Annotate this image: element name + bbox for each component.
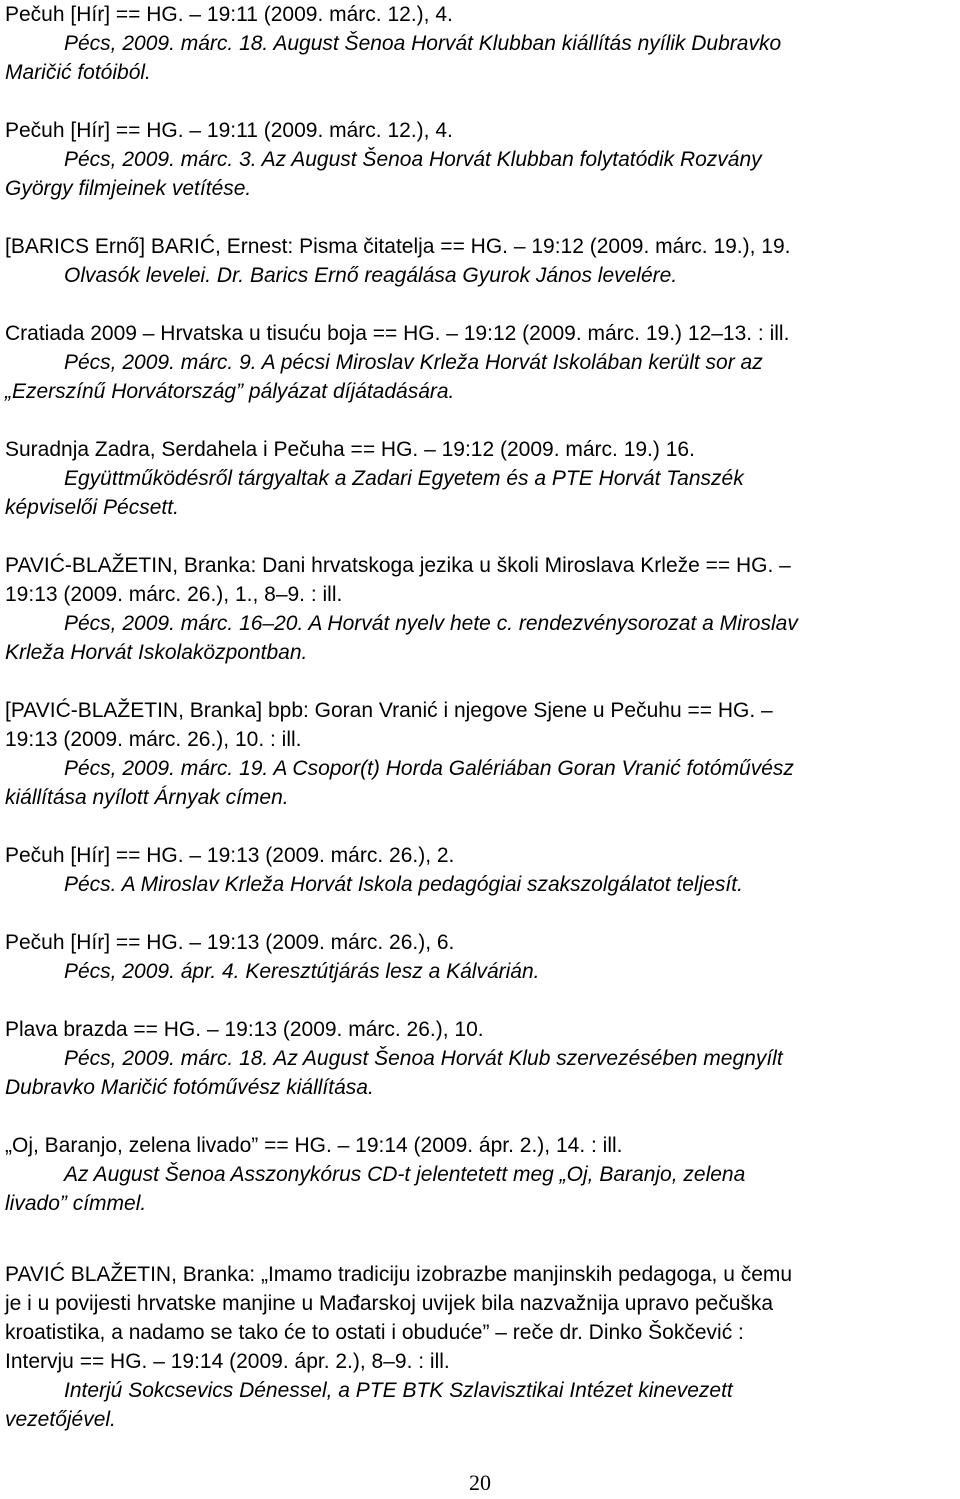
annotation-text: Együttműködésről tárgyaltak a Zadari Egyetem és a PTE Horvát Tanszék	[64, 467, 744, 490]
annotation-text: A Horvát nyelv hete c. rendezvénysorozat a Miroslav	[308, 612, 798, 635]
annotation-location: Pécs, 2009. márc. 18.	[64, 32, 269, 55]
bibliography-entry	[5, 1015, 955, 1102]
page-number: 20	[469, 1470, 491, 1495]
entry-citation: Pečuh [Hír] == HG. – 19:13 (2009. márc. 26.), 2.	[5, 844, 455, 867]
entry-annotation	[5, 870, 955, 899]
entry-citation: Plava brazda == HG. – 19:13 (2009. márc. 26.), 10.	[5, 1018, 484, 1041]
annotation-text: August Šenoa Horvát Klubban kiállítás nyílik Dubravko	[273, 32, 782, 55]
entry-citation-line: Intervju == HG. – 19:14 (2009. ápr. 2.), 8–9. : ill.	[5, 1350, 450, 1373]
annotation-continuation: vezetőjével.	[5, 1408, 116, 1431]
annotation-text: A Csopor(t) Horda Galériában Goran Vranić fotóművész	[273, 757, 794, 780]
entry-citation-line: PAVIĆ BLAŽETIN, Branka: „Imamo tradiciju izobrazbe manjinskih pedagoga, u čemu	[5, 1263, 793, 1286]
bibliography-entry	[5, 116, 955, 203]
bibliography-entry	[5, 319, 955, 406]
annotation-continuation: képviselői Pécsett.	[5, 496, 179, 519]
annotation-text: Dr. Barics Ernő reagálása Gyurok János levelére.	[216, 264, 678, 287]
entry-annotation	[5, 261, 955, 290]
entry-annotation	[5, 348, 955, 377]
annotation-continuation: livado” címmel.	[5, 1192, 147, 1215]
annotation-text: A Miroslav Krleža Horvát Iskola pedagógiai szakszolgálatot teljesít.	[121, 873, 743, 896]
entry-citation: PAVIĆ-BLAŽETIN, Branka: Dani hrvatskoga jezika u školi Miroslava Krleže == HG. –	[5, 554, 791, 577]
annotation-text: Keresztútjárás lesz a Kálvárián.	[245, 960, 540, 983]
entry-citation-continuation: 19:13 (2009. márc. 26.), 1., 8–9. : ill.	[5, 583, 343, 606]
bibliography-entry	[5, 696, 955, 812]
annotation-continuation: György filmjeinek vetítése.	[5, 177, 252, 200]
entry-annotation	[5, 957, 955, 986]
annotation-location: Pécs.	[64, 873, 117, 896]
annotation-location: Pécs, 2009. márc. 16–20.	[64, 612, 304, 635]
entry-citation: Suradnja Zadra, Serdahela i Pečuha == HG. – 19:12 (2009. márc. 19.) 16.	[5, 438, 695, 461]
bibliography-entry	[5, 232, 955, 290]
entry-annotation	[5, 754, 955, 783]
entry-citation: Pečuh [Hír] == HG. – 19:11 (2009. márc. 12.), 4.	[5, 119, 453, 142]
entry-citation: [PAVIĆ-BLAŽETIN, Branka] bpb: Goran Vranić i njegove Sjene u Pečuhu == HG. –	[5, 699, 773, 722]
entry-annotation	[5, 29, 955, 58]
entry-citation: „Oj, Baranjo, zelena livado” == HG. – 19:14 (2009. ápr. 2.), 14. : ill.	[5, 1134, 623, 1157]
bibliography-entry	[5, 551, 955, 667]
annotation-location: Pécs, 2009. ápr. 4.	[64, 960, 240, 983]
entry-citation-line: je i u povijesti hrvatske manjine u Mađarskoj uvijek bila nazvažnija upravo pečuška	[5, 1292, 774, 1315]
bibliography-entry	[5, 1131, 955, 1218]
annotation-continuation: „Ezerszínű Horvátország” pályázat díjátadására.	[5, 380, 455, 403]
entry-annotation	[5, 145, 955, 174]
annotation-continuation: Krleža Horvát Iskolaközpontban.	[5, 641, 308, 664]
entry-citation: Pečuh [Hír] == HG. – 19:11 (2009. márc. 12.), 4.	[5, 3, 453, 26]
entry-citation: Pečuh [Hír] == HG. – 19:13 (2009. márc. 26.), 6.	[5, 931, 455, 954]
entry-citation-line: kroatistika, a nadamo se tako će to ostati i obuduće” – reče dr. Dinko Šokčević :	[5, 1321, 744, 1344]
annotation-location: Olvasók levelei.	[64, 264, 212, 287]
entry-annotation	[5, 609, 955, 638]
annotation-location: Pécs, 2009. márc. 9.	[64, 351, 257, 374]
bibliography-entry	[5, 1260, 955, 1434]
bibliography-entry	[5, 0, 955, 87]
annotation-text: Interjú Sokcsevics Dénessel, a PTE BTK Szlavisztikai Intézet kinevezett	[64, 1379, 733, 1402]
annotation-location: Pécs, 2009. márc. 3.	[64, 148, 257, 171]
annotation-location: Pécs, 2009. márc. 18.	[64, 1047, 269, 1070]
annotation-location: Pécs, 2009. márc. 19.	[64, 757, 269, 780]
annotation-continuation: Dubravko Maričić fotóművész kiállítása.	[5, 1076, 374, 1099]
annotation-text: A pécsi Miroslav Krleža Horvát Iskolában került sor az	[261, 351, 763, 374]
annotation-text: Az August Šenoa Horvát Klub szervezésében megnyílt	[273, 1047, 783, 1070]
annotation-continuation: Maričić fotóiból.	[5, 61, 151, 84]
entry-citation: Cratiada 2009 – Hrvatska u tisuću boja == HG. – 19:12 (2009. márc. 19.) 12–13. : ill.	[5, 322, 790, 345]
entry-citation-continuation: 19:13 (2009. márc. 26.), 10. : ill.	[5, 728, 302, 751]
entry-citation: [BARICS Ernő] BARIĆ, Ernest: Pisma čitatelja == HG. – 19:12 (2009. márc. 19.), 19.	[5, 235, 791, 258]
bibliography-entry	[5, 928, 955, 986]
bibliography-entry	[5, 841, 955, 899]
bibliography-entry	[5, 435, 955, 522]
annotation-continuation: kiállítása nyílott Árnyak címen.	[5, 786, 289, 809]
annotation-text: Az August Šenoa Horvát Klubban folytatódik Rozvány	[261, 148, 762, 171]
entry-annotation	[5, 1044, 955, 1073]
annotation-text: Az August Šenoa Asszonykórus CD-t jelentetett meg „Oj, Baranjo, zelena	[64, 1163, 746, 1186]
